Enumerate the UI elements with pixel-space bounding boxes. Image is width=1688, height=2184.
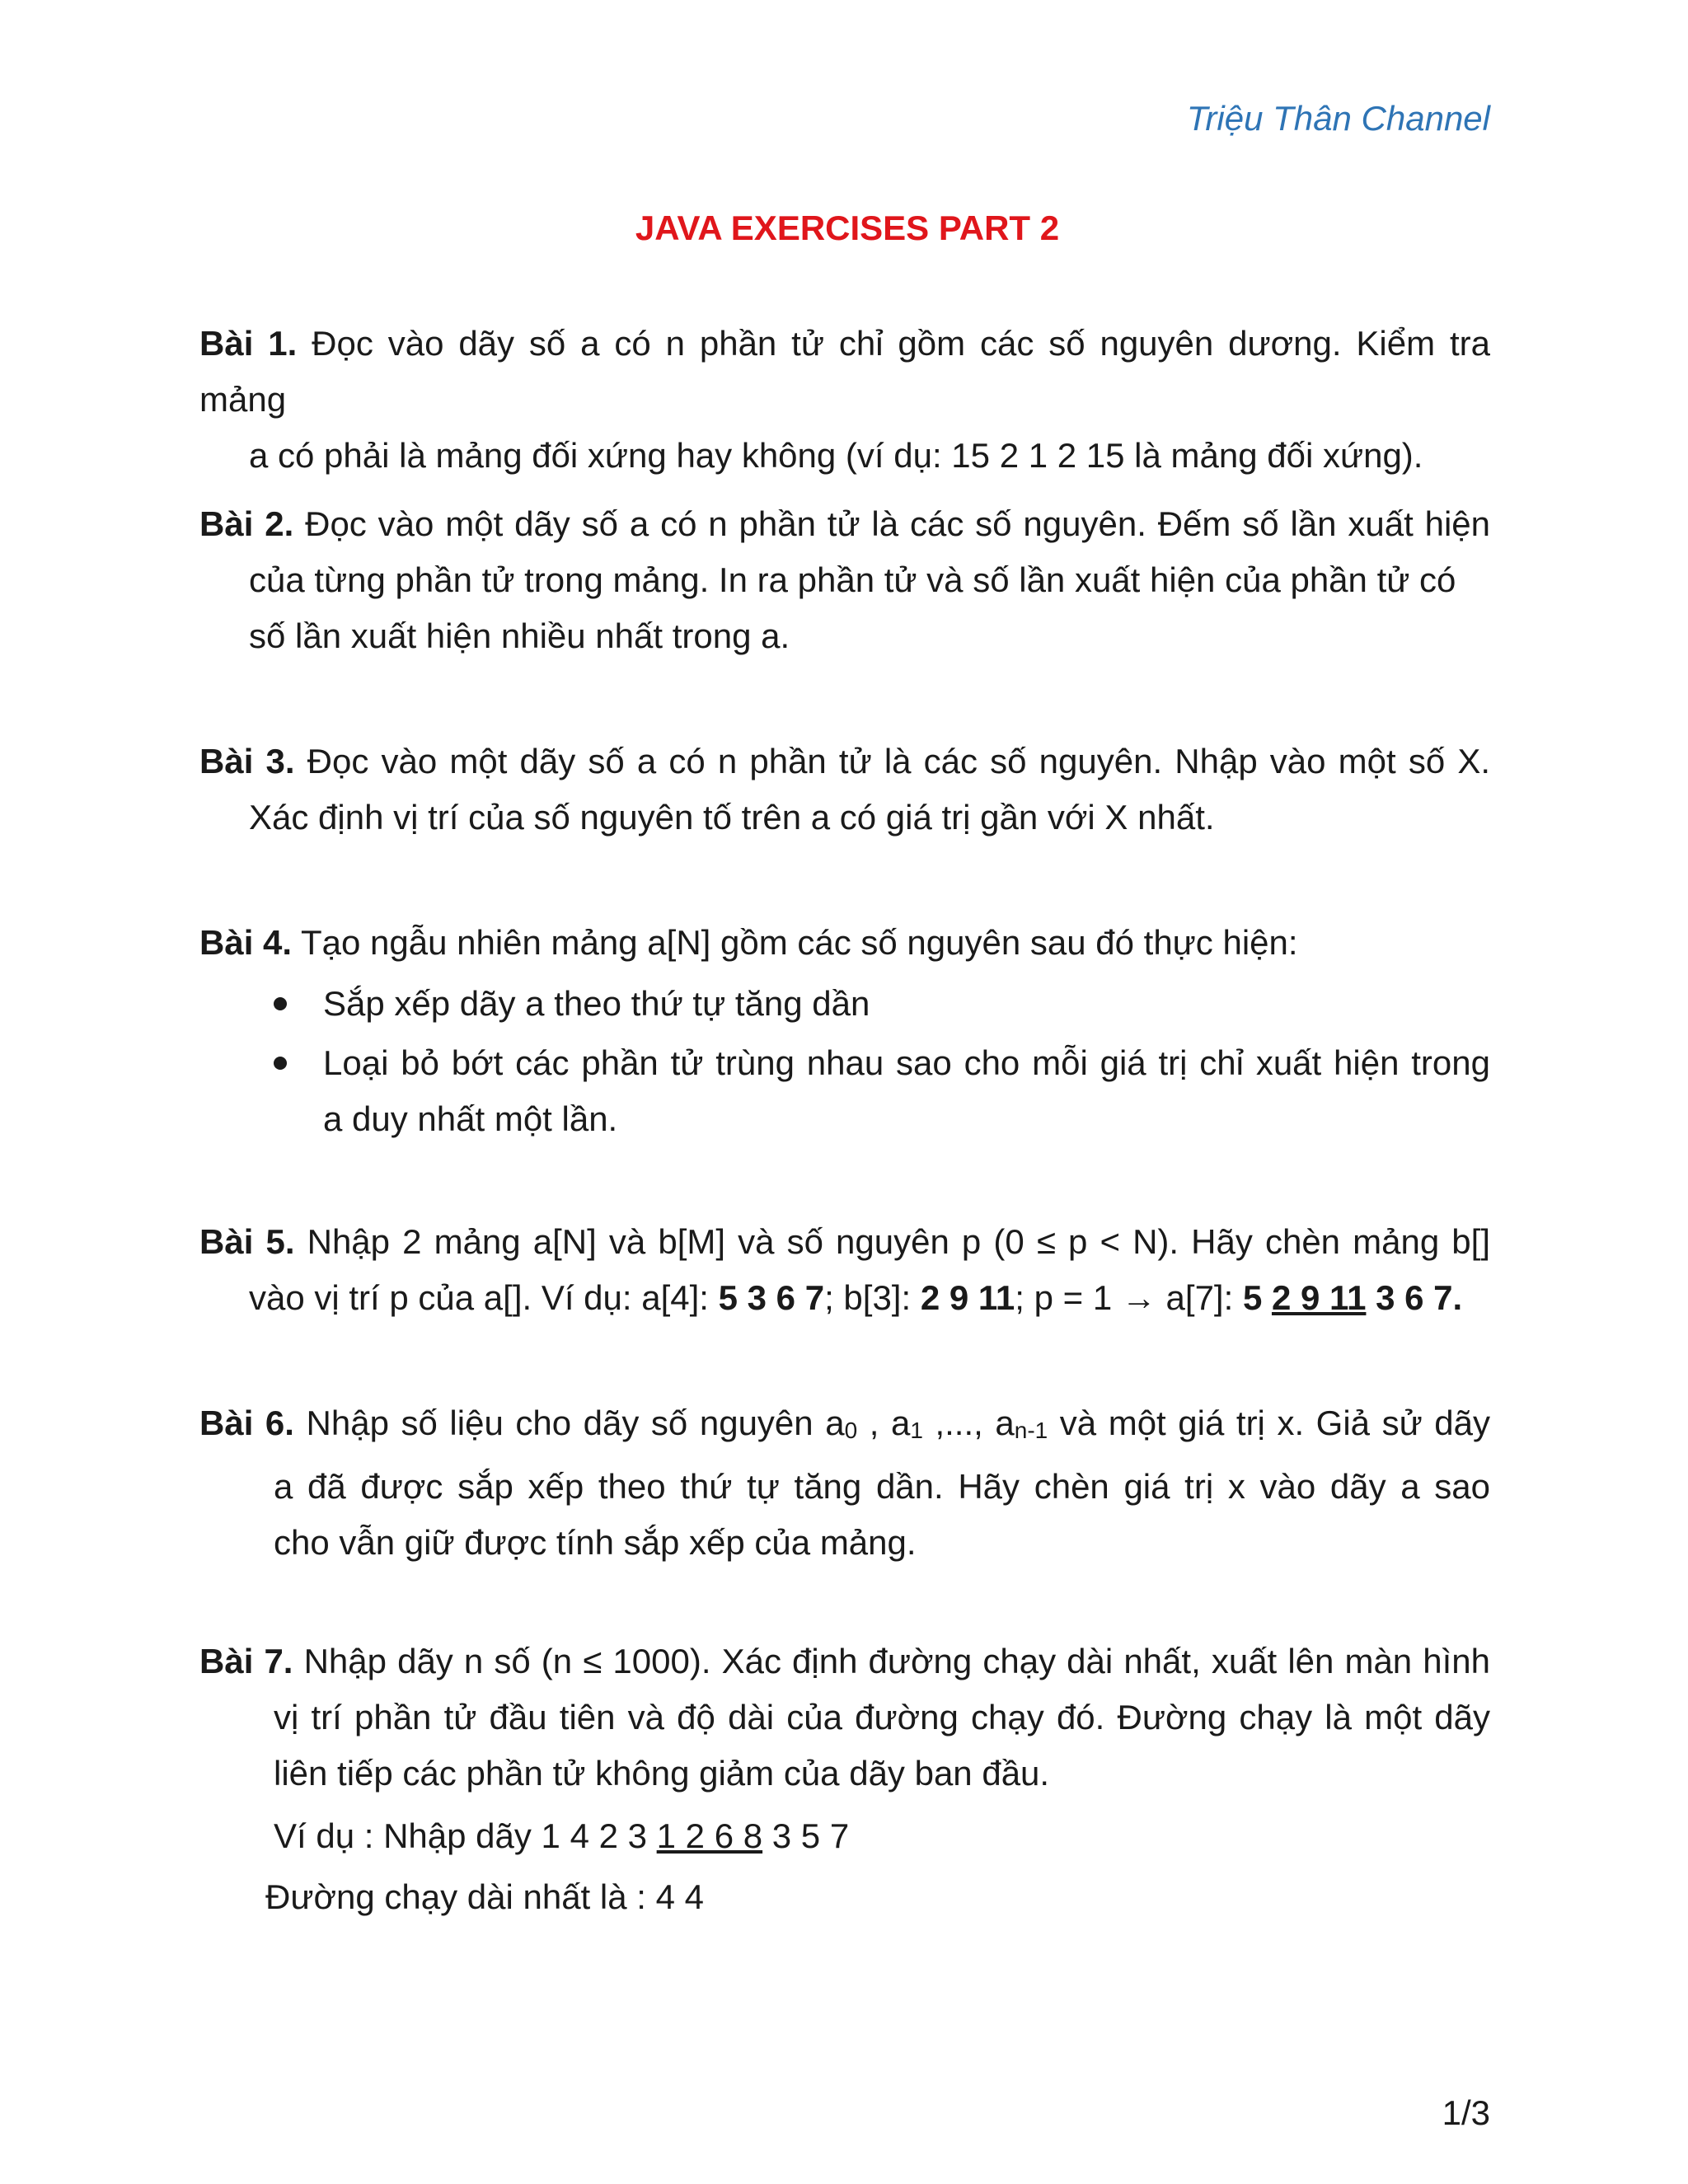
exercise-text: Đọc vào một dãy số a có n phần tử là các số nguyên. Nhập vào một số X. bbox=[307, 742, 1490, 780]
exercise-text: Xác định vị trí của số nguyên tố trên a có giá trị gần với X nhất. bbox=[249, 798, 1215, 837]
exercise-text: cho vẫn giữ được tính sắp xếp của mảng. bbox=[274, 1523, 917, 1562]
list-item: Sắp xếp dãy a theo thứ tự tăng dần bbox=[199, 976, 1490, 1032]
exercise-label: Bài 7. bbox=[199, 1642, 293, 1680]
exercise-6: Bài 6. Nhập số liệu cho dãy số nguyên a0 , a1 ,..., an-1 và một giá trị x. Giả sử dãy a đã được sắp xếp theo thứ tự tăng dần. Hãy chèn giá trị x vào dãy a sao cho vẫn giữ được tính sắp xếp của mảng. bbox=[199, 1395, 1490, 1571]
example-result: Đường chạy dài nhất là : 4 4 bbox=[265, 1877, 704, 1916]
exercise-5 bbox=[199, 1214, 1490, 1326]
page-number: 1/3 bbox=[1442, 2093, 1490, 2132]
longest-run: 1 2 6 8 bbox=[656, 1816, 763, 1855]
exercise-text: a có phải là mảng đối xứng hay không (ví dụ: 15 2 1 2 15 là mảng đối xứng). bbox=[249, 436, 1423, 475]
exercise-text: của từng phần tử trong mảng. In ra phần tử và số lần xuất hiện của phần tử có bbox=[249, 560, 1456, 599]
bullet-icon bbox=[274, 997, 287, 1010]
exercise-4 bbox=[199, 915, 1490, 1147]
task-list bbox=[199, 976, 1490, 1147]
exercise-text: Tạo ngẫu nhiên mảng a[N] gồm các số nguyên sau đó thực hiện: bbox=[300, 923, 1298, 962]
exercise-label: Bài 1. bbox=[199, 324, 298, 363]
exercise-7 bbox=[199, 1633, 1490, 1925]
example-line: Ví dụ : Nhập dãy 1 4 2 3 1 2 6 8 3 5 7 bbox=[274, 1816, 850, 1855]
exercise-label: Bài 3. bbox=[199, 742, 295, 780]
exercise-label: Bài 6. bbox=[199, 1404, 294, 1442]
exercise-text: vào vị trí p của a[]. Ví dụ: a[4]: 5 3 6 7; b[3]: 2 9 11; p = 1 → a[7]: 5 2 9 11 3 6 7. bbox=[249, 1278, 1463, 1317]
list-item: Loại bỏ bớt các phần tử trùng nhau sao cho mỗi giá trị chỉ xuất hiện trong a duy nhất một lần. bbox=[199, 1035, 1490, 1147]
exercise-text: Đọc vào dãy số a có n phần tử chỉ gồm các số nguyên dương. Kiểm tra mảng bbox=[199, 324, 1490, 419]
exercise-1 bbox=[199, 316, 1490, 484]
exercise-text: a đã được sắp xếp theo thứ tự tăng dần. Hãy chèn giá trị x vào dãy a sao bbox=[274, 1467, 1490, 1506]
exercise-label: Bài 5. bbox=[199, 1222, 295, 1261]
arrow-right-icon: → bbox=[1121, 1278, 1156, 1317]
exercise-text: số lần xuất hiện nhiều nhất trong a. bbox=[249, 616, 790, 655]
exercise-text: Nhập 2 mảng a[N] và b[M] và số nguyên p (0 ≤ p < N). Hãy chèn mảng b[] bbox=[307, 1222, 1491, 1261]
exercise-text: vị trí phần tử đầu tiên và độ dài của đường chạy đó. Đường chạy là một dãy bbox=[274, 1698, 1490, 1736]
exercise-3 bbox=[199, 733, 1490, 846]
channel-name: Triệu Thân Channel bbox=[1186, 99, 1490, 138]
exercise-2 bbox=[199, 496, 1490, 664]
document-title: JAVA EXERCISES PART 2 bbox=[635, 209, 1060, 247]
exercise-text: liên tiếp các phần tử không giảm của dãy ban đầu. bbox=[274, 1754, 1050, 1793]
exercise-label: Bài 2. bbox=[199, 504, 294, 543]
exercise-text: Đọc vào một dãy số a có n phần tử là các số nguyên. Đếm số lần xuất hiện bbox=[305, 504, 1490, 543]
bullet-icon bbox=[274, 1057, 287, 1070]
exercise-text: Nhập dãy n số (n ≤ 1000). Xác định đường chạy dài nhất, xuất lên màn hình bbox=[303, 1642, 1490, 1680]
inserted-values: 2 9 11 bbox=[1271, 1278, 1367, 1317]
exercise-label: Bài 4. bbox=[199, 923, 293, 962]
